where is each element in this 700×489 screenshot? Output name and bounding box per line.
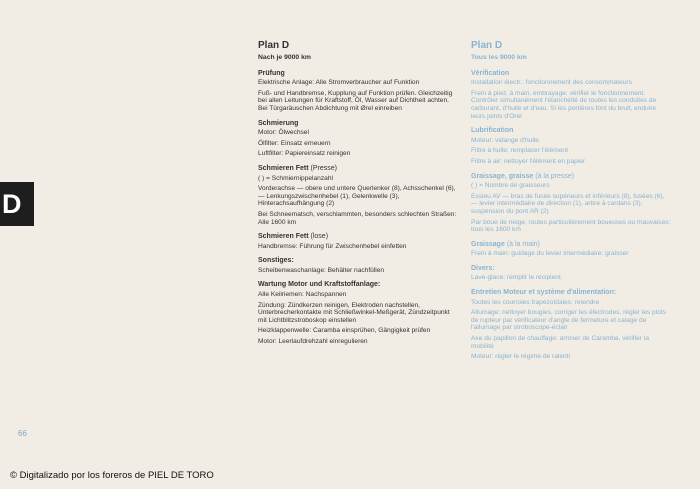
section-heading	[471, 265, 671, 273]
french-section	[471, 70, 671, 121]
section-paragraph: Motor: Leerlaufdrehzahl einregulieren	[258, 338, 368, 346]
german-plan-title: Plan D	[258, 40, 290, 51]
section-heading-text: Sonstiges:	[258, 257, 294, 265]
french-section	[471, 241, 671, 258]
section-heading-text: Prüfung	[258, 69, 285, 77]
section-heading-text: Divers:	[471, 264, 495, 272]
section-paragraph: Moteur: vidange d'huile	[471, 136, 539, 144]
german-section	[258, 257, 458, 274]
section-paragraph: Filtre à huile: remplacer l'élément	[471, 147, 568, 155]
german-section	[258, 165, 458, 226]
section-heading-text: Graissage, graisse	[471, 172, 534, 180]
section-heading	[258, 233, 458, 241]
section-paragraph: Luftfilter: Papiereinsatz reinigen	[258, 150, 351, 158]
section-heading-qualifier: (à la main)	[506, 240, 540, 248]
section-heading-text: Schmierung	[258, 119, 299, 127]
section-heading	[471, 70, 671, 78]
section-paragraph: Ölfilter: Einsatz erneuern	[258, 139, 331, 147]
page-number: 66	[18, 429, 27, 438]
section-paragraph: Frein à main: guidage du levier intermédiaire: graisser	[471, 250, 629, 258]
section-paragraph: ( ) = Schmiernippelanzahl	[258, 174, 333, 182]
german-section	[258, 281, 458, 345]
section-heading	[258, 70, 458, 78]
section-paragraph: Essieu AV — bras de fusée supérieurs et inférieurs (8), fusées (6), — levier intermédiaire de direction (1), arbre à cardans (3), suspension du pont AR (2)	[471, 192, 665, 215]
section-heading	[258, 165, 458, 173]
section-heading	[471, 241, 671, 249]
section-heading-text: Vérification	[471, 69, 510, 77]
french-section	[471, 127, 671, 165]
section-paragraph: Alle Keilriemen: Nachspannen	[258, 291, 347, 299]
section-paragraph: Scheibenwaschanlage: Behälter nachfüllen	[258, 266, 385, 274]
german-section	[258, 70, 458, 113]
section-paragraph: Bei Schneematsch, verschlammten, besonders schlechten Straßen: Alle 1600 km	[258, 210, 457, 226]
section-heading	[471, 289, 671, 297]
french-sections	[471, 70, 671, 361]
section-paragraph: Zündung: Zündkerzen reinigen, Elektroden nachstellen, Unterbrecherkontakte mit Schließwinkel-Meßgerät, Zündzeitpunkt mit Lichtblitzstroboskop einstellen	[258, 301, 450, 324]
section-heading-qualifier: (Presse)	[310, 164, 337, 172]
french-column	[471, 40, 671, 368]
section-heading	[471, 127, 671, 135]
section-heading	[471, 173, 671, 181]
section-paragraph: Toutes les courroies trapézoïdales: retendre	[471, 298, 600, 306]
french-section	[471, 289, 671, 361]
french-plan-subtitle: Tous les 9000 km	[471, 54, 527, 61]
copyright-footer: © Digitalizado por los foreros de PIEL DE TORO	[10, 470, 214, 481]
section-paragraph: Motor: Ölwechsel	[258, 129, 309, 137]
section-heading-text: Schmieren Fett	[258, 164, 309, 172]
section-paragraph: Filtre à air: nettoyer l'élément en papier	[471, 157, 586, 165]
section-paragraph: Frein à pied, à main, embrayage: vérifier le fonctionnement. Contrôler simultanément l'étanchéité de toutes les conduites de carburant, d'huile et d'eau. Si les portières font du bruit, enduire leurs joints d'Orel	[471, 89, 657, 120]
section-paragraph: ( ) = Nombre de graisseurs	[471, 182, 550, 190]
section-paragraph: Axe du papillon de chauffage: arroser de Caramba, vérifier la mobilité	[471, 335, 650, 350]
section-heading-qualifier: (lose)	[310, 233, 329, 241]
german-plan-subtitle: Nach je 9000 km	[258, 54, 311, 61]
german-column	[258, 40, 458, 353]
section-heading-text: Wartung Motor und Kraftstoffanlage:	[258, 281, 381, 289]
section-paragraph: Installation électr.: fonctionnement des consommateurs	[471, 79, 632, 87]
section-heading-text: Entretien Moteur et système d'alimentation:	[471, 289, 617, 297]
french-section	[471, 265, 671, 282]
section-paragraph: Heizklappenwelle: Caramba einsprühen, Gängigkeit prüfen	[258, 327, 431, 335]
section-paragraph: Fuß- und Handbremse, Kupplung auf Funktion prüfen. Gleichzeitig bei allen Leitungen für Kraftstoff, Öl, Wasser auf Dichtheit achten. Bei Türgaräuschen Abdichtung mit Ørel einreiben	[258, 89, 453, 112]
section-paragraph: Vorderachse — obere und untere Querlenker (8), Achsschenkel (6), — Lenkungszwischenhebel (1), Gelenkwelle (3), Hinterachsaufhängung (2)	[258, 185, 456, 208]
german-section	[258, 120, 458, 158]
section-paragraph: Allumage: nettoyer bougies, corriger les électrodes, régler les plots de rupteur par vérificateur d'angle de fermeture et calage de l'allumage par stroboscope-éclair	[471, 309, 666, 332]
french-section	[471, 173, 671, 234]
german-section	[258, 233, 458, 250]
section-heading-text: Lubrification	[471, 127, 514, 135]
french-plan-title: Plan D	[471, 40, 503, 51]
german-sections	[258, 70, 458, 346]
section-paragraph: Lave-glace: remplir le récipient	[471, 274, 561, 282]
section-heading-qualifier: (à la presse)	[535, 172, 575, 180]
section-heading	[258, 257, 458, 265]
section-paragraph: Handbremse: Führung für Zwischenhebel einfetten	[258, 242, 407, 250]
section-heading-text: Graissage	[471, 240, 505, 248]
section-heading	[258, 281, 458, 289]
section-paragraph: Moteur: régler le régime de ralenti	[471, 353, 570, 361]
chapter-tab: D	[0, 182, 34, 226]
section-paragraph: Elektrische Anlage: Alle Stromverbraucher auf Funktion	[258, 79, 420, 87]
section-heading	[258, 120, 458, 128]
section-heading-text: Schmieren Fett	[258, 233, 309, 241]
section-paragraph: Par boue de neige, routes particulièrement boueuses ou mauvaises: tous les 1600 km	[471, 218, 671, 234]
